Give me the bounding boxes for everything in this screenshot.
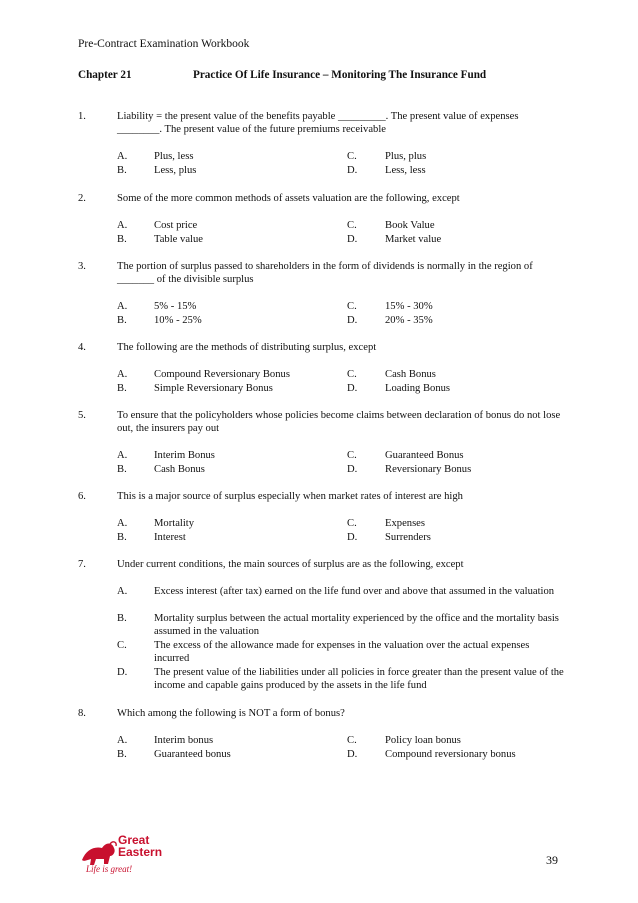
option-letter: B. [117, 234, 127, 245]
logo-tagline: Life is great! [86, 864, 133, 874]
logo-word-great: Great [118, 833, 150, 847]
option-text: Reversionary Bonus [385, 464, 472, 475]
option-text: Mortality [154, 518, 195, 529]
page-number: 39 [546, 853, 558, 867]
option-text: Plus, less [154, 151, 194, 162]
option-text: Cash Bonus [154, 464, 205, 475]
option-letter: C. [347, 369, 357, 380]
option-text: 20% - 35% [385, 315, 433, 326]
option-letter: B. [117, 165, 127, 176]
option-text: Simple Reversionary Bonus [154, 383, 273, 394]
option-text: Interim bonus [154, 735, 214, 746]
logo-word-eastern: Eastern [118, 845, 163, 859]
option-letter: A. [117, 735, 128, 746]
option-text: Loading Bonus [385, 383, 451, 394]
option-text: Interest [154, 532, 186, 543]
option-letter: D. [347, 234, 358, 245]
option-letter: A. [117, 450, 128, 461]
option-text: Interim Bonus [154, 450, 215, 461]
option-text: Less, less [385, 165, 426, 176]
option-letter: B. [117, 464, 127, 475]
option-letter: D. [347, 532, 358, 543]
option-letter: A. [117, 586, 128, 597]
option-text: Guaranteed bonus [154, 749, 231, 760]
option-text: The present value of the liabilities under all policies in force greater than the present value of the income and capable gains produced by the assets in the life fund [154, 667, 564, 691]
option-letter: C. [347, 301, 357, 312]
option-text: 5% - 15% [154, 301, 197, 312]
option-letter: C. [117, 640, 127, 651]
question-text: To ensure that the policyholders whose policies become claims between declaration of bonus do not lose out, the insurers pay out [117, 410, 561, 434]
question-text: Which among the following is NOT a form of bonus? [117, 708, 345, 719]
question-text: Some of the more common methods of assets valuation are the following, except [117, 193, 460, 204]
option-letter: A. [117, 220, 128, 231]
option-letter: A. [117, 151, 128, 162]
question-text: Under current conditions, the main sources of surplus are as the following, except [117, 559, 464, 570]
option-text: Compound reversionary bonus [385, 749, 516, 760]
option-letter: A. [117, 369, 128, 380]
option-letter: D. [347, 165, 358, 176]
question-text: The portion of surplus passed to shareholders in the form of dividends is normally in the region of _______ of the divisible surplus [117, 261, 533, 285]
question-number: 5. [78, 410, 86, 421]
chapter-title: Practice Of Life Insurance – Monitoring The Insurance Fund [193, 69, 487, 81]
option-text: Compound Reversionary Bonus [154, 369, 290, 380]
option-letter: B. [117, 749, 127, 760]
question-text: This is a major source of surplus especially when market rates of interest are high [117, 491, 463, 502]
option-text: 10% - 25% [154, 315, 202, 326]
option-text: Plus, plus [385, 151, 427, 162]
option-text: Book Value [385, 220, 435, 231]
workbook-title: Pre-Contract Examination Workbook [78, 38, 250, 50]
option-text: Policy loan bonus [385, 735, 461, 746]
option-text: Guaranteed Bonus [385, 450, 464, 461]
option-letter: C. [347, 735, 357, 746]
chapter-number: Chapter 21 [78, 69, 132, 81]
option-letter: B. [117, 613, 127, 624]
option-text: Mortality surplus between the actual mortality experienced by the office and the mortality basis assumed in the valuation [154, 613, 559, 637]
option-text: 15% - 30% [385, 301, 433, 312]
option-letter: D. [347, 749, 358, 760]
question-text: The following are the methods of distributing surplus, except [117, 342, 377, 353]
option-letter: D. [347, 464, 358, 475]
option-text: The excess of the allowance made for expenses in the valuation over the actual expenses incurred [154, 640, 530, 664]
question-number: 1. [78, 111, 86, 122]
option-letter: D. [347, 315, 358, 326]
question-number: 3. [78, 261, 86, 272]
option-text: Market value [385, 234, 442, 245]
option-text: Cash Bonus [385, 369, 436, 380]
option-letter: C. [347, 220, 357, 231]
question-number: 8. [78, 708, 86, 719]
option-letter: B. [117, 315, 127, 326]
option-letter: B. [117, 532, 127, 543]
option-letter: A. [117, 518, 128, 529]
option-letter: A. [117, 301, 128, 312]
option-text: Cost price [154, 220, 198, 231]
option-letter: C. [347, 151, 357, 162]
option-letter: C. [347, 450, 357, 461]
great-eastern-logo [80, 830, 170, 880]
option-letter: B. [117, 383, 127, 394]
question-text: Liability = the present value of the benefits payable _________. The present value of expenses ________. The present value of the future premiums receivable [117, 111, 519, 135]
question-number: 4. [78, 342, 86, 353]
option-letter: D. [347, 383, 358, 394]
option-letter: D. [117, 667, 128, 678]
option-letter: C. [347, 518, 357, 529]
question-number: 2. [78, 193, 86, 204]
question-number: 7. [78, 559, 86, 570]
option-text: Surrenders [385, 532, 431, 543]
option-text: Expenses [385, 518, 426, 529]
option-text: Excess interest (after tax) earned on the life fund over and above that assumed in the valuation [154, 586, 555, 597]
option-text: Less, plus [154, 165, 197, 176]
question-number: 6. [78, 491, 86, 502]
option-text: Table value [154, 234, 203, 245]
